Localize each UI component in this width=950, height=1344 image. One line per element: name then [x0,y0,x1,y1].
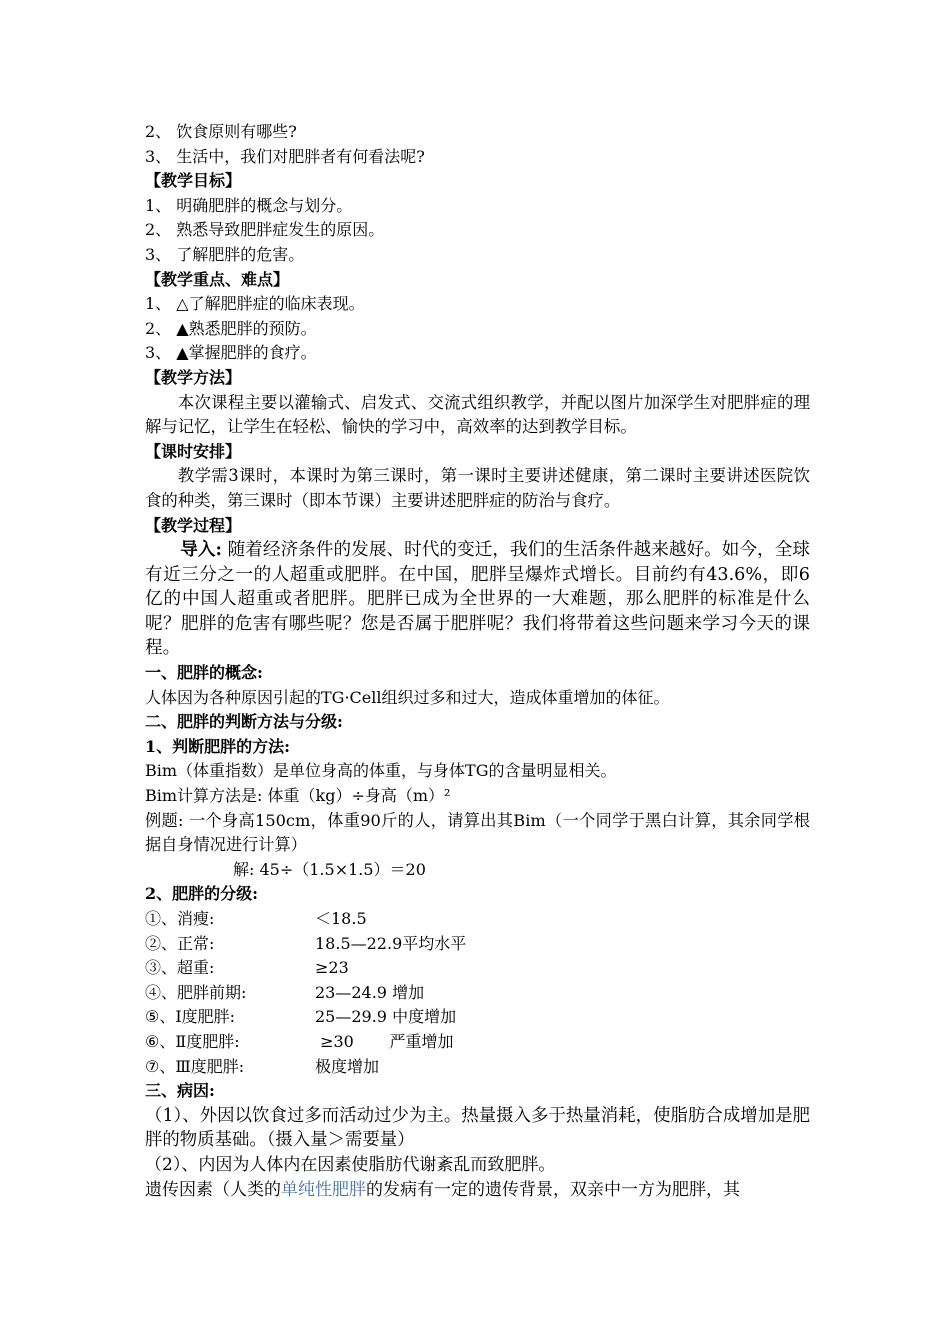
grade-label: ①、消瘦: [145,909,215,928]
key-point-item: 3、 ▲掌握肥胖的食疗。 [145,343,317,363]
section1-text: 人体因为各种原因引起的TG·Cell组织过多和过大，造成体重增加的体征。 [145,687,670,707]
intro-label: 导入: [180,539,222,561]
section2-sub1: 1、判断肥胖的方法: [145,736,291,756]
goal-item: 1、 明确肥胖的概念与划分。 [145,195,353,215]
grade-label: ④、肥胖前期: [145,982,247,1002]
method-heading: 【教学方法】 [145,367,242,387]
document-body [145,120,810,1202]
grade-row [145,1055,810,1080]
grade-row [145,981,810,1006]
genetic-link[interactable]: 单纯性肥胖 [281,1179,366,1200]
key-point-item: 2、 ▲熟悉肥胖的预防。 [145,318,317,338]
grade-row [145,1030,810,1055]
grade-row [145,1005,810,1030]
section1-heading: 一、肥胖的概念: [145,663,263,683]
section3-heading: 三、病因: [145,1081,215,1101]
question-3: 3、 生活中，我们对肥胖者有何看法呢? [145,146,425,166]
process-heading: 【教学过程】 [145,515,242,535]
grade-label: ⑥、Ⅱ度肥胖: [145,1031,240,1051]
grade-row [145,956,810,981]
grade-value: ≥30 严重增加 [315,1031,454,1051]
example-paragraph: 例题: 一个身高150cm，体重90斤的人，请算出其Bim（一个同学于黑白计算，其余同学根据自身情况进行计算） [145,810,810,855]
schedule-paragraph: 教学需3课时，本课时为第三课时，第一课时主要讲述健康，第二课时主要讲述医院饮食的种类，第三课时（即本节课）主要讲述肥胖症的防治与食疗。 [145,466,810,510]
key-points-heading: 【教学重点、难点】 [145,269,290,289]
section2-heading: 二、肥胖的判断方法与分级: [145,712,343,732]
intro-text: 随着经济条件的发展、时代的变迁，我们的生活条件越来越好。如今，全球有近三分之一的人超重或肥胖。在中国，肥胖呈爆炸式增长。目前约有43.6%，即6亿的中国人超重或者肥胖。肥胖已成为全世界的一大难题，那么肥胖的标准是什么呢？肥胖的危害有哪些呢？您是否属于肥胖呢？我们将带着这些问题来学习今天的课程。 [145,540,810,659]
grade-label: ⑤、Ⅰ度肥胖: [145,1007,236,1027]
solution-line: 解: 45÷（1.5×1.5）＝20 [233,859,426,879]
grade-label: ②、正常: [145,933,215,953]
intro-paragraph [145,538,810,661]
cause1-paragraph: （1）、外因以饮食过多而活动过少为主。热量摄入多于热量消耗，使脂肪合成增加是肥胖的物质基础。（摄入量＞需要量） [145,1105,810,1151]
cause2-line: （2）、内因为人体内在因素使脂肪代谢紊乱而致肥胖。 [145,1154,556,1175]
genetic-line [145,1178,810,1203]
question-2: 2、 饮食原则有哪些? [145,122,297,141]
grade-value: ≥23 [315,958,349,978]
grade-value: 18.5—22.9平均水平 [315,933,467,953]
genetic-text-a: 遗传因素（人类的 [145,1179,281,1200]
grade-row [145,907,810,932]
grade-value: 极度增加 [315,1056,380,1076]
section2-sub2: 2、肥胖的分级: [145,884,259,904]
grade-value: ＜18.5 [315,909,367,928]
grade-label: ③、超重: [145,958,215,978]
bim-definition: Bim（体重指数）是单位身高的体重，与身体TG的含量明显相关。 [145,761,617,781]
goal-item: 3、 了解肥胖的危害。 [145,244,305,264]
grade-value: 25—29.9 中度增加 [315,1007,457,1027]
grade-value: 23—24.9 增加 [315,982,425,1002]
grade-label: ⑦、Ⅲ度肥胖: [145,1056,245,1076]
goal-item: 2、 熟悉导致肥胖症发生的原因。 [145,220,385,240]
bim-calculation: Bim计算方法是: 体重（kg）÷身高（m）² [145,786,451,806]
key-point-item: 1、 △了解肥胖症的临床表现。 [145,294,365,314]
grade-row [145,932,810,957]
method-paragraph: 本次课程主要以灌输式、启发式、交流式组织教学，并配以图片加深学生对肥胖症的理解与记忆，让学生在轻松、愉快的学习中，高效率的达到教学目标。 [145,392,810,437]
schedule-heading: 【课时安排】 [145,441,242,461]
genetic-text-b: 的发病有一定的遗传背景，双亲中一方为肥胖，其 [366,1179,740,1200]
goals-heading: 【教学目标】 [145,171,242,191]
